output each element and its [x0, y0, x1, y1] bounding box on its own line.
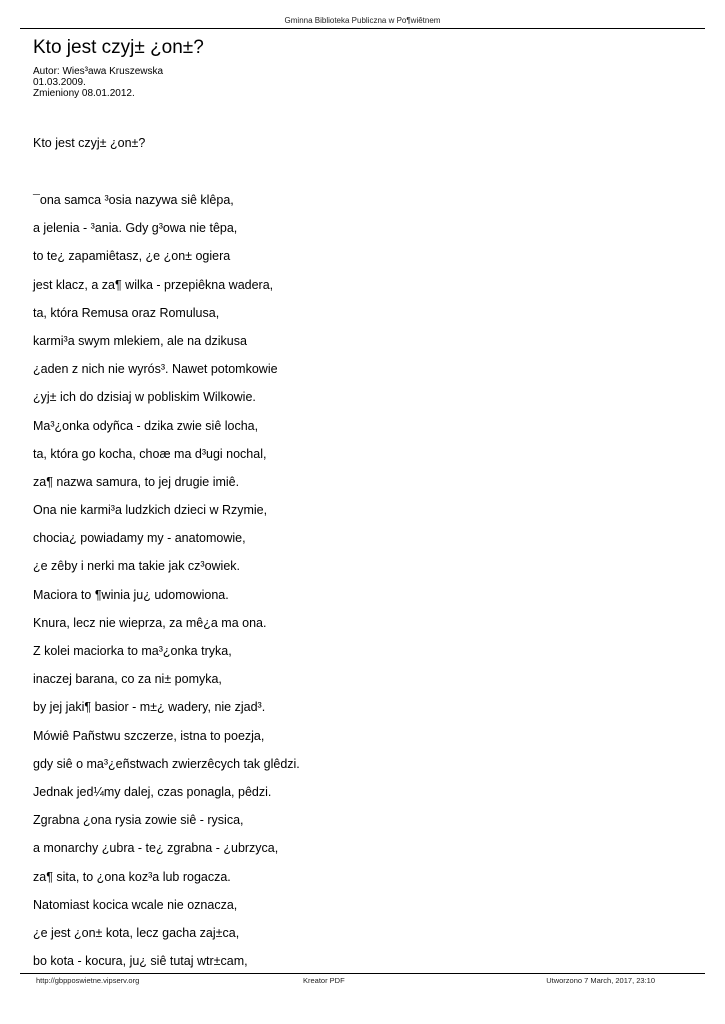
poem-line: Ona nie karmi³a ludzkich dzieci w Rzymie, — [33, 503, 268, 518]
site-header: Gminna Biblioteka Publiczna w Po¶wiêtnem — [284, 16, 441, 25]
poem-line: bo kota - kocura, ju¿ siê tutaj wtr±cam, — [33, 954, 248, 969]
footer-generator: Kreator PDF — [303, 976, 345, 985]
poem-line: Knura, lecz nie wieprza, za mê¿a ma ona. — [33, 615, 267, 630]
author-line: Autor: Wies³awa Kruszewska — [33, 66, 164, 77]
poem-line: ¿e zêby i nerki ma takie jak cz³owiek. — [33, 559, 241, 574]
poem-line: jest klacz, a za¶ wilka - przepiêkna wadera, — [33, 277, 274, 292]
footer-created-date: Utworzono 7 March, 2017, 23:10 — [546, 976, 655, 985]
poem-body — [33, 192, 300, 981]
poem-line: ¿aden z nich nie wyrós³. Nawet potomkowie — [33, 362, 278, 377]
modified-date: Zmieniony 08.01.2012. — [33, 88, 135, 99]
poem-line: Mówiê Pañstwu szczerze, istna to poezja, — [33, 728, 265, 743]
poem-line: chocia¿ powiadamy my - anatomowie, — [33, 531, 246, 546]
poem-line: Zgrabna ¿ona rysia zowie siê - rysica, — [33, 813, 244, 828]
poem-line: Natomiast kocica wcale nie oznacza, — [33, 897, 238, 912]
poem-line: ¯ona samca ³osia nazywa siê klêpa, — [33, 193, 234, 207]
poem-line: Z kolei maciorka to ma³¿onka tryka, — [33, 644, 232, 658]
poem-line: ta, która Remusa oraz Romulusa, — [33, 305, 220, 320]
poem-line: Maciora to ¶winia ju¿ udomowiona. — [33, 587, 229, 602]
poem-line: gdy siê o ma³¿eñstwach zwierzêcych tak glêdzi. — [33, 756, 300, 771]
footer-url[interactable]: http://gbpposwietne.vipserv.org — [36, 976, 140, 985]
poem-line: to te¿ zapamiêtasz, ¿e ¿on± ogiera — [33, 249, 231, 264]
poem-line: inaczej barana, co za ni± pomyka, — [33, 672, 222, 687]
article-meta — [33, 66, 163, 99]
poem-line: ta, która go kocha, choæ ma d³ugi nochal, — [33, 446, 267, 461]
publish-date: 01.03.2009. — [33, 77, 86, 88]
poem-line: za¶ sita, to ¿ona koz³a lub rogacza. — [33, 869, 231, 884]
footer-divider — [20, 973, 705, 974]
poem-line: za¶ nazwa samura, to jej drugie imiê. — [33, 474, 240, 489]
poem-line: by jej jaki¶ basior - m±¿ wadery, nie zjad³. — [33, 700, 266, 715]
poem-line: ¿yj± ich do dzisiaj w pobliskim Wilkowie. — [33, 390, 256, 405]
poem-line: a jelenia - ³ania. Gdy g³owa nie têpa, — [33, 221, 238, 236]
poem-title: Kto jest czyj± ¿on±? — [33, 136, 146, 150]
poem-line: Jednak jed¼my dalej, czas ponagla, pêdzi. — [33, 784, 272, 799]
poem-line: Ma³¿onka odyñca - dzika zwie siê locha, — [33, 418, 259, 433]
poem-line: karmi³a swym mlekiem, ale na dzikusa — [33, 333, 247, 348]
poem-line: ¿e jest ¿on± kota, lecz gacha zaj±ca, — [33, 925, 240, 940]
poem-line: a monarchy ¿ubra - te¿ zgrabna - ¿ubrzyca, — [33, 841, 279, 856]
header-divider — [20, 28, 705, 29]
page-title: Kto jest czyj± ¿on±? — [33, 37, 204, 58]
